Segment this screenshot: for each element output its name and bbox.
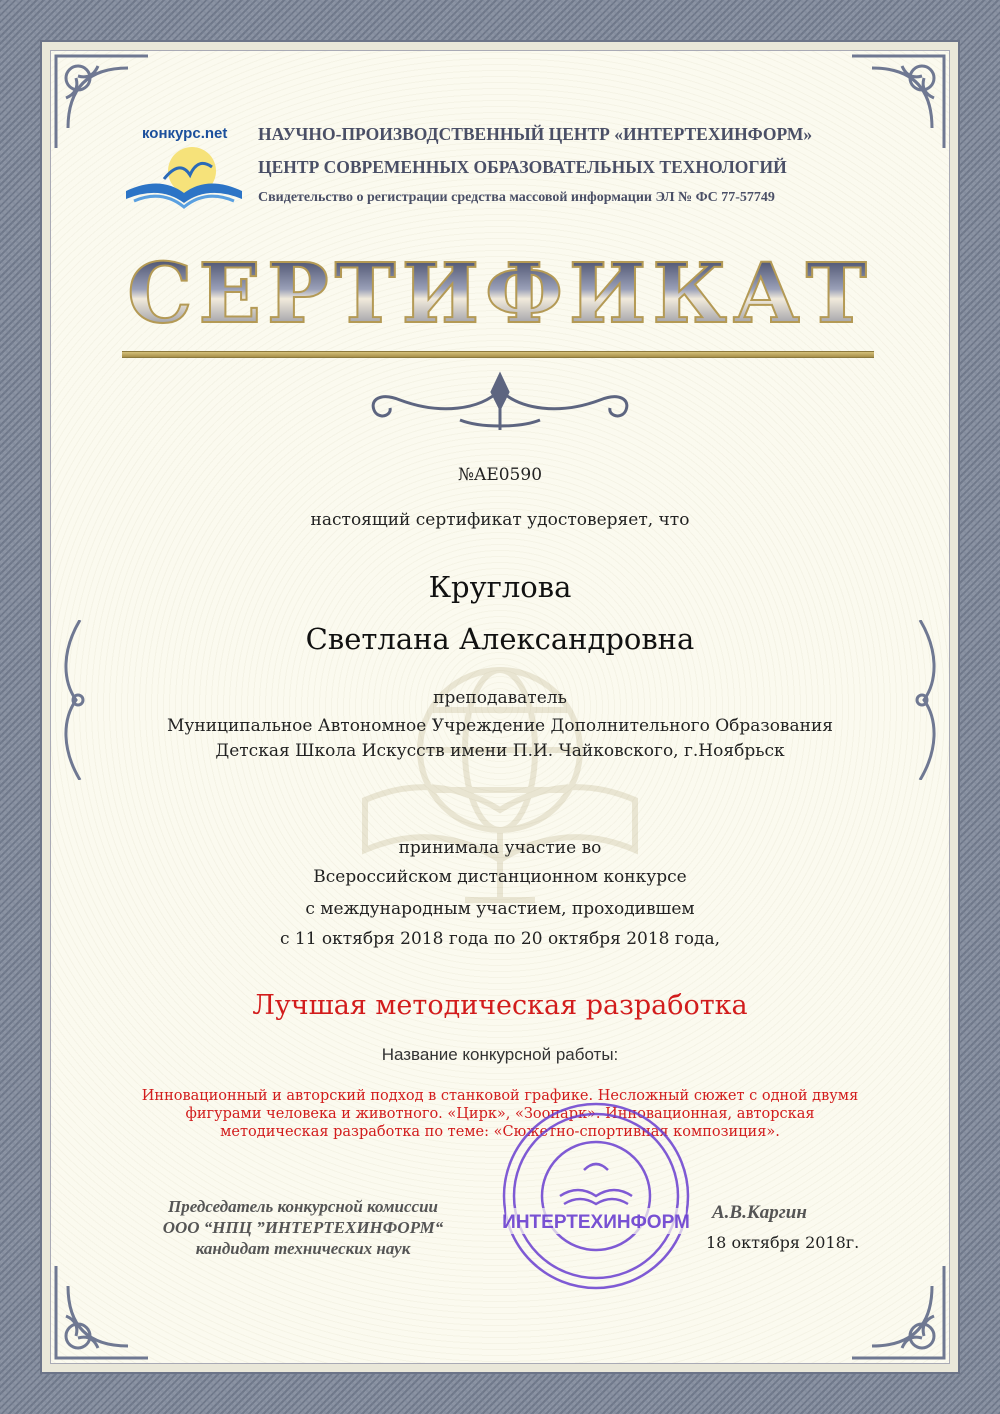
signature-line-2: ООО “НПЦ ”ИНТЕРТЕХИНФОРМ“	[162, 1218, 444, 1237]
participation-line-1: принимала участие во	[398, 838, 602, 858]
participation-line-2: Всероссийском дистанционном конкурсе	[313, 867, 687, 887]
work-title: Инновационный и авторский подход в станковой графике. Несложный сюжет с одной двумя фигурами человека и животного. «Цирк», «Зоопарк». Инновационная, авторская методическая разработка по теме: «Сюжетно-спортивная композиция».	[141, 1088, 859, 1140]
signature-date: 18 октября 2018г.	[706, 1233, 860, 1252]
recipient-position: преподаватель	[433, 688, 567, 708]
recipient-names: Светлана Александровна	[305, 622, 695, 656]
corner-ornament-bottom-right	[842, 1256, 952, 1366]
signature-line-1: Председатель конкурсной комиссии	[168, 1197, 438, 1216]
title-text: СЕРТИФИКАТ	[127, 250, 873, 340]
signature-line-3: кандидат технических наук	[195, 1239, 411, 1258]
logo-text: конкурс.net	[142, 125, 228, 142]
certificate-title	[0, 250, 1000, 340]
flourish-ornament	[360, 370, 640, 440]
book-sun-icon	[120, 139, 248, 215]
header-line-3: Свидетельство о регистрации средства массовой информации ЭЛ № ФС 77-57749	[258, 190, 775, 205]
certificate-number: №AE0590	[457, 465, 543, 485]
gold-divider	[122, 351, 874, 358]
nomination-title: Лучшая методическая разработка	[252, 990, 748, 1021]
recipient-surname: Круглова	[428, 570, 572, 604]
corner-ornament-top-right	[842, 48, 952, 158]
corner-ornament-bottom-left	[48, 1256, 158, 1366]
signature-block	[128, 1196, 478, 1259]
header-line-1: НАУЧНО-ПРОИЗВОДСТВЕННЫЙ ЦЕНТР «ИНТЕРТЕХИНФОРМ»	[258, 124, 813, 144]
stamp-center-text: ИНТЕРТЕХИНФОРМ	[502, 1212, 690, 1233]
organization-line-1: Муниципальное Автономное Учреждение Дополнительного Образования	[166, 716, 834, 736]
participation-line-4: с 11 октября 2018 года по 20 октября 2018 года,	[279, 929, 721, 949]
organization-line-2: Детская Школа Искусств имени П.И. Чайковского, г.Ноябрьск	[215, 741, 785, 761]
signatory-name: А.В.Каргин	[712, 1202, 807, 1223]
konkurs-logo	[120, 125, 248, 215]
participation-line-3: с международным участием, проходившем	[305, 899, 695, 919]
work-label: Название конкурсной работы:	[381, 1045, 619, 1064]
header-line-2: ЦЕНТР СОВРЕМЕННЫХ ОБРАЗОВАТЕЛЬНЫХ ТЕХНОЛОГИЙ	[258, 157, 787, 177]
certifies-text: настоящий сертификат удостоверяет, что	[310, 510, 690, 530]
official-stamp	[500, 1100, 692, 1292]
